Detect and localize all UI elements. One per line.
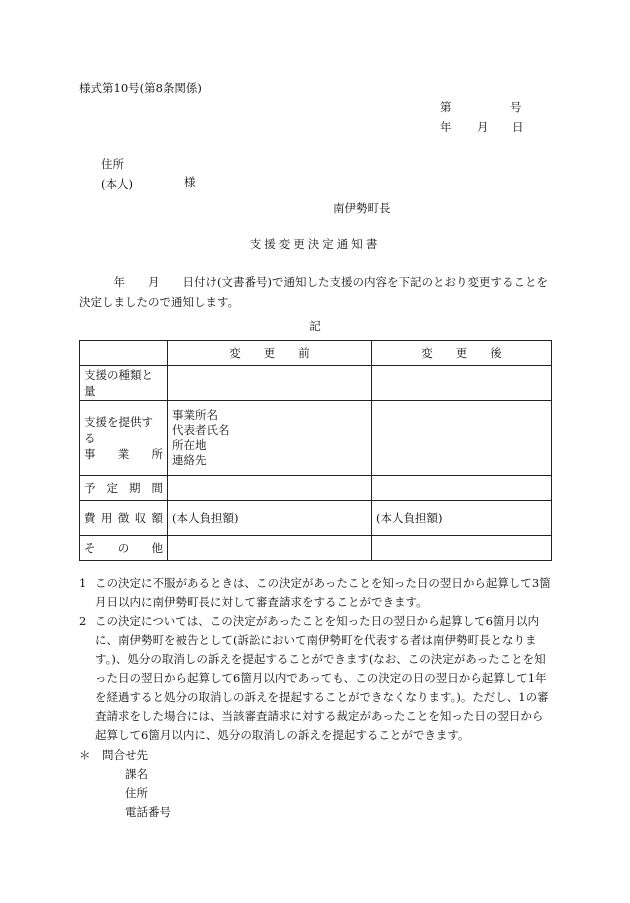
row-label-kind: 支援の種類と量: [80, 366, 168, 401]
cell-other-after: [372, 536, 552, 561]
cell-other-before: [168, 536, 372, 561]
row-label-period: 予定期間: [80, 476, 168, 501]
cell-fee-before: (本人負担額): [168, 501, 372, 536]
provider-field-address: 所在地: [172, 438, 207, 452]
note-number: 2: [79, 614, 87, 628]
note-item: [79, 612, 551, 745]
date-month: 月: [477, 120, 489, 134]
header-after: 変 更 後: [372, 341, 552, 366]
address-label: 住所: [101, 157, 124, 171]
table-row: [80, 476, 552, 501]
memo-label: 記: [309, 319, 321, 333]
body-text: 年 月 日付け(文書番号)で通知した支援の内容を下記のとおり変更することを決定しましたので通知します。: [79, 275, 548, 309]
cell-period-before: [168, 476, 372, 501]
cell-kind-before: [168, 366, 372, 401]
doc-number-suffix: 号: [510, 100, 522, 114]
contact-item-section: 課名: [125, 767, 148, 781]
cell-fee-after: (本人負担額): [372, 501, 552, 536]
form-label: 様式第10号(第8条関係): [79, 81, 202, 95]
table-row: [80, 536, 552, 561]
note-text: この決定については、この決定があったことを知った日の翌日から起算して6箇月以内に、南伊勢町を被告として(訴訟において南伊勢町を代表する者は南伊勢町長となります。)、処分の取消しの訴えを提起することができます(なお、この決定があったことを知った日の翌日から起算して6箇月以内であっても、この決定の日の翌日から起算して1年を経過すると処分の取消しの訴えを提起することができなくなります。)。ただし、1の審査請求をした場合には、当該審査請求に対する裁定があったことを知った日の翌日から起算して6箇月以内に、処分の取消しの訴えを提起することができます。: [95, 614, 549, 742]
row-label-other: その他: [80, 536, 168, 561]
contact-item-address: 住所: [125, 786, 148, 800]
contact-block: [79, 746, 171, 822]
date-day: 日: [512, 120, 524, 134]
provider-field-contact: 連絡先: [172, 453, 207, 467]
person-label: (本人): [101, 177, 133, 191]
sender-name: 南伊勢町長: [333, 201, 391, 215]
note-number: 1: [79, 576, 87, 590]
note-text: この決定に不服があるときは、この決定があったことを知った日の翌日から起算して3箇月日以内に南伊勢町長に対して審査請求をすることができます。: [95, 576, 551, 609]
cell-period-after: [372, 476, 552, 501]
table-row: [80, 366, 552, 401]
note-item: [79, 574, 551, 612]
change-table: [79, 340, 552, 561]
recipient-block: [101, 154, 133, 194]
table-row: [80, 501, 552, 536]
table-header-row: [80, 341, 552, 366]
document-title: 支援変更決定通知書: [249, 237, 381, 251]
cell-provider-after: [372, 401, 552, 476]
cell-provider-before: [168, 401, 372, 476]
row-label-provider: [80, 401, 168, 476]
date-year: 年: [440, 120, 452, 134]
provider-label-line1: 支援を提供する: [84, 415, 153, 445]
provider-label-line2: 事 業 所: [84, 447, 163, 461]
contact-heading: ＊ 問合せ先: [79, 748, 148, 762]
cell-kind-after: [372, 366, 552, 401]
header-before: 変 更 前: [168, 341, 372, 366]
row-label-fee: 費用徴収額: [80, 501, 168, 536]
honorific: 様: [184, 175, 196, 189]
doc-number-prefix: 第: [440, 100, 452, 114]
notes: [79, 574, 551, 745]
provider-field-name: 事業所名: [172, 408, 218, 422]
table-row: [80, 401, 552, 476]
contact-item-phone: 電話番号: [125, 805, 171, 819]
header-blank-cell: [80, 341, 168, 366]
provider-field-rep: 代表者氏名: [172, 423, 230, 437]
